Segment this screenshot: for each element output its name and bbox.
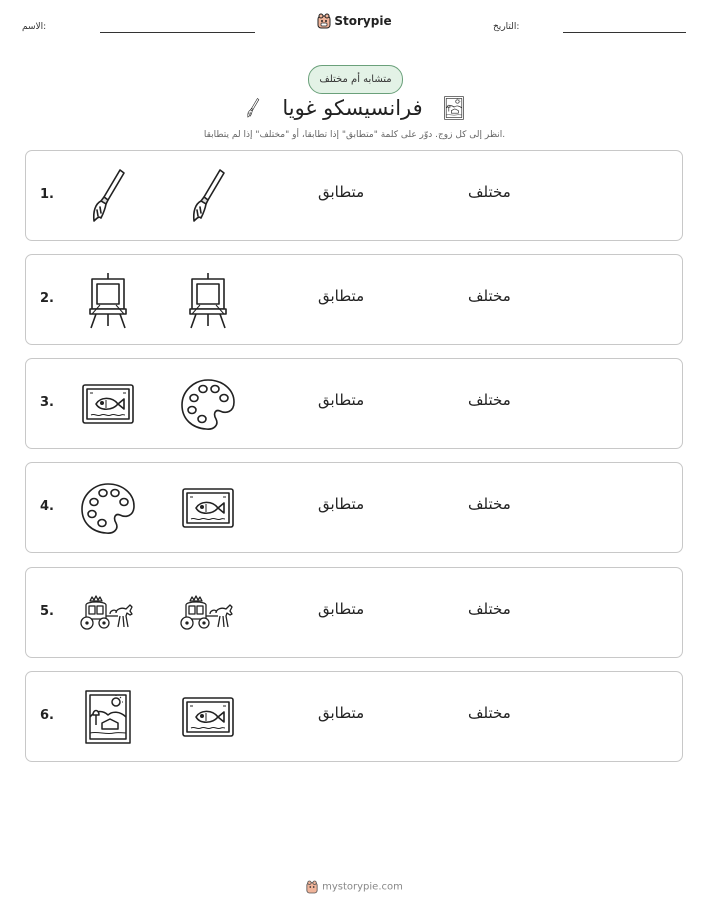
landscape-painting-icon — [78, 687, 138, 747]
question-number: 2. — [40, 291, 54, 306]
worksheet-title: فرانسيسكو غويا — [282, 96, 423, 120]
question-row — [25, 254, 683, 345]
date-label: التاريخ: — [493, 22, 520, 32]
option-same[interactable]: متطابق — [318, 600, 365, 618]
palette-icon — [178, 374, 238, 434]
question-row — [25, 671, 683, 762]
option-same[interactable]: متطابق — [318, 183, 365, 201]
question-row — [25, 462, 683, 553]
footer — [0, 880, 709, 894]
paintbrush-icon — [178, 166, 238, 226]
date-line[interactable] — [563, 32, 686, 33]
fish-painting-icon — [78, 374, 138, 434]
paintbrush-icon — [78, 166, 138, 226]
name-line[interactable] — [100, 32, 255, 33]
question-number: 5. — [40, 604, 54, 619]
question-row — [25, 358, 683, 449]
option-different[interactable]: مختلف — [468, 704, 511, 722]
storypie-logo-icon — [317, 13, 331, 29]
option-different[interactable]: مختلف — [468, 391, 511, 409]
option-same[interactable]: متطابق — [318, 495, 365, 513]
option-different[interactable]: مختلف — [468, 287, 511, 305]
option-different[interactable]: مختلف — [468, 183, 511, 201]
worksheet-type-badge: متشابه أم مختلف — [308, 65, 403, 94]
question-number: 3. — [40, 395, 54, 410]
question-number: 4. — [40, 499, 54, 514]
name-label: الاسم: — [22, 22, 47, 32]
carriage-icon — [78, 583, 138, 643]
storypie-logo-icon — [306, 880, 318, 894]
brand — [0, 13, 709, 29]
carriage-icon — [178, 583, 238, 643]
option-same[interactable]: متطابق — [318, 391, 365, 409]
question-row — [25, 150, 683, 241]
question-row — [25, 567, 683, 658]
question-number: 1. — [40, 187, 54, 202]
option-same[interactable]: متطابق — [318, 287, 365, 305]
brand-name: Storypie — [334, 14, 392, 28]
paintbrush-icon — [242, 94, 264, 122]
option-different[interactable]: مختلف — [468, 600, 511, 618]
question-number: 6. — [40, 708, 54, 723]
instructions: انظر إلى كل زوج. دوّر على كلمة "متطابق" إذا تطابقا، أو "مختلف" إذا لم يتطابقا. — [203, 130, 506, 140]
worksheet-title-row — [0, 94, 709, 122]
easel-icon — [178, 270, 238, 330]
fish-painting-icon — [178, 687, 238, 747]
footer-site: mystorypie.com — [322, 881, 403, 893]
easel-icon — [78, 270, 138, 330]
painting-icon — [441, 95, 467, 121]
option-same[interactable]: متطابق — [318, 704, 365, 722]
option-different[interactable]: مختلف — [468, 495, 511, 513]
palette-icon — [78, 478, 138, 538]
fish-painting-icon — [178, 478, 238, 538]
